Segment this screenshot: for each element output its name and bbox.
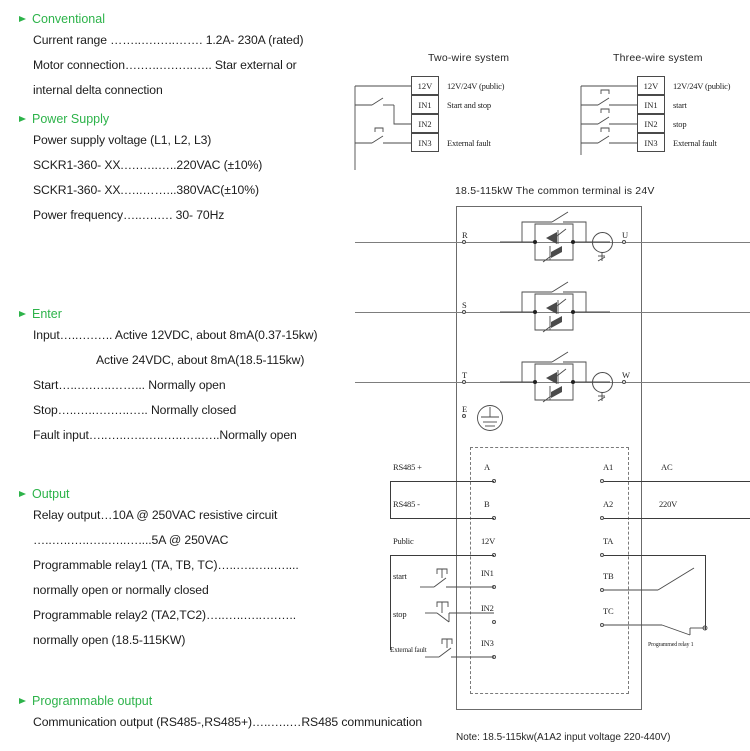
spec-line: normally open (18.5-115KW) bbox=[33, 633, 186, 647]
terminal-label-r: R bbox=[462, 230, 468, 240]
label-rs485-plus: RS485 + bbox=[393, 462, 422, 472]
terminal-label-in2: IN2 bbox=[481, 603, 494, 613]
relay-contact-tc bbox=[604, 616, 714, 642]
two-wire-desc-in3: External fault bbox=[447, 138, 491, 148]
terminal-label-in3: IN3 bbox=[481, 638, 494, 648]
terminal-label-s: S bbox=[462, 300, 467, 310]
two-wire-terminal-in1: IN1 bbox=[411, 95, 439, 114]
label-ac: AC bbox=[661, 462, 673, 472]
spec-line: SCKR1-360- XX.…..……...380VAC(±10%) bbox=[33, 183, 259, 197]
ct-ground-u-icon bbox=[596, 252, 610, 266]
spec-line: Fault input…..…..…..…..…..…..…..Normally open bbox=[33, 428, 297, 442]
terminal-node-r bbox=[462, 240, 466, 244]
three-wire-terminal-in2: IN2 bbox=[637, 114, 665, 133]
three-wire-terminal-12v: 12V bbox=[637, 76, 665, 95]
three-wire-wiring bbox=[576, 70, 646, 160]
three-wire-desc-12v: 12V/24V (public) bbox=[673, 81, 731, 91]
terminal-label-b: B bbox=[484, 499, 490, 509]
bottom-note: Note: 18.5-115kw(A1A2 input voltage 220-440V) bbox=[456, 732, 671, 743]
terminal-node-s bbox=[462, 310, 466, 314]
main-circuit-title: 18.5-115kW The common terminal is 24V bbox=[455, 185, 655, 197]
stop-switch-symbol bbox=[425, 598, 496, 626]
two-wire-terminal-in2: IN2 bbox=[411, 114, 439, 133]
label-external-fault: External fault bbox=[390, 646, 427, 654]
spec-line: internal delta connection bbox=[33, 83, 163, 97]
terminal-label-in1: IN1 bbox=[481, 568, 494, 578]
terminal-label-ta: TA bbox=[603, 536, 614, 546]
earth-ground-icon bbox=[476, 404, 506, 434]
three-wire-terminal-in1: IN1 bbox=[637, 95, 665, 114]
spec-heading-label: Enter bbox=[32, 307, 62, 321]
three-wire-desc-in2: stop bbox=[673, 119, 687, 129]
three-wire-desc-in3: External fault bbox=[673, 138, 717, 148]
label-stop: stop bbox=[393, 609, 407, 619]
two-wire-terminal-12v: 12V bbox=[411, 76, 439, 95]
wire-a2-220v bbox=[604, 518, 750, 519]
spec-line: Active 24VDC, about 8mA(18.5-115kw) bbox=[96, 353, 305, 367]
spec-line: Programmable relay1 (TA, TB, TC)…..…..…..….... bbox=[33, 558, 299, 572]
spec-line: SCKR1-360- XX.….…..…..220VAC (±10%) bbox=[33, 158, 263, 172]
terminal-label-a2: A2 bbox=[603, 499, 613, 509]
two-wire-desc-in1: Start and stop bbox=[447, 100, 491, 110]
spec-line: normally open or normally closed bbox=[33, 583, 209, 597]
wire-a1-ac bbox=[604, 481, 750, 482]
ct-ground-w-icon bbox=[596, 392, 610, 406]
spec-line: Start…..….…..……... Normally open bbox=[33, 378, 226, 392]
spec-line: Communication output (RS485-,RS485+)…..…..…RS485 communication bbox=[33, 715, 423, 729]
terminal-label-w: W bbox=[622, 370, 630, 380]
relay-contact-tb bbox=[604, 562, 708, 594]
wire-rs485-plus bbox=[390, 481, 494, 482]
three-wire-title: Three-wire system bbox=[613, 52, 703, 64]
three-wire-desc-in1: start bbox=[673, 100, 687, 110]
terminal-label-12v: 12V bbox=[481, 536, 496, 546]
wire-common-bus bbox=[390, 555, 391, 650]
scr-module-s bbox=[500, 282, 630, 344]
terminal-label-u: U bbox=[622, 230, 628, 240]
wire-public bbox=[390, 555, 494, 556]
two-wire-title: Two-wire system bbox=[428, 52, 510, 64]
spec-heading-label: Power Supply bbox=[32, 112, 110, 126]
relay-caption: Programmed relay 1 bbox=[648, 642, 694, 648]
label-start: start bbox=[393, 571, 407, 581]
terminal-label-a1: A1 bbox=[603, 462, 613, 472]
terminal-label-tc: TC bbox=[603, 606, 614, 616]
wire-rs485-minus bbox=[390, 518, 494, 519]
terminal-node-e bbox=[462, 414, 466, 418]
label-220v: 220V bbox=[659, 499, 678, 509]
spec-heading-label: Programmable output bbox=[32, 694, 153, 708]
label-public: Public bbox=[393, 536, 414, 546]
spec-heading-label: Conventional bbox=[32, 12, 105, 26]
terminal-label-e: E bbox=[462, 404, 467, 414]
two-wire-wiring bbox=[350, 70, 420, 160]
current-transformer-u bbox=[592, 232, 613, 253]
spec-line: Current range ……..….…..……. 1.2A- 230A (rated) bbox=[33, 33, 304, 47]
spec-line: Power frequency…..….…. 30- 70Hz bbox=[33, 208, 225, 222]
wire-rs485-link bbox=[390, 481, 391, 519]
label-rs485-minus: RS485 - bbox=[393, 499, 420, 509]
spec-heading-label: Output bbox=[32, 487, 70, 501]
wire-ta bbox=[604, 555, 705, 556]
spec-line: Programmable relay2 (TA2,TC2)…..…..…..….….. bbox=[33, 608, 296, 622]
terminal-label-t: T bbox=[462, 370, 467, 380]
terminal-label-a: A bbox=[484, 462, 490, 472]
spec-line: Stop…..…..….…..….. Normally closed bbox=[33, 403, 237, 417]
terminal-label-tb: TB bbox=[603, 571, 614, 581]
spec-line: Power supply voltage (L1, L2, L3) bbox=[33, 133, 212, 147]
spec-line: …..…..…..…..…..…....5A @ 250VAC bbox=[33, 533, 229, 547]
three-wire-terminal-in3: IN3 bbox=[637, 133, 665, 152]
current-transformer-w bbox=[592, 372, 613, 393]
terminal-node-t bbox=[462, 380, 466, 384]
spec-line: Input…..….….. Active 12VDC, about 8mA(0.37-15kw) bbox=[33, 328, 318, 342]
spec-line: Relay output…10A @ 250VAC resistive circuit bbox=[33, 508, 278, 522]
spec-line: Motor connection….…..….…..….. Star external or bbox=[33, 58, 297, 72]
two-wire-terminal-in3: IN3 bbox=[411, 133, 439, 152]
start-switch-symbol bbox=[420, 562, 496, 590]
two-wire-desc-12v: 12V/24V (public) bbox=[447, 81, 505, 91]
external-fault-switch-symbol bbox=[425, 632, 496, 662]
